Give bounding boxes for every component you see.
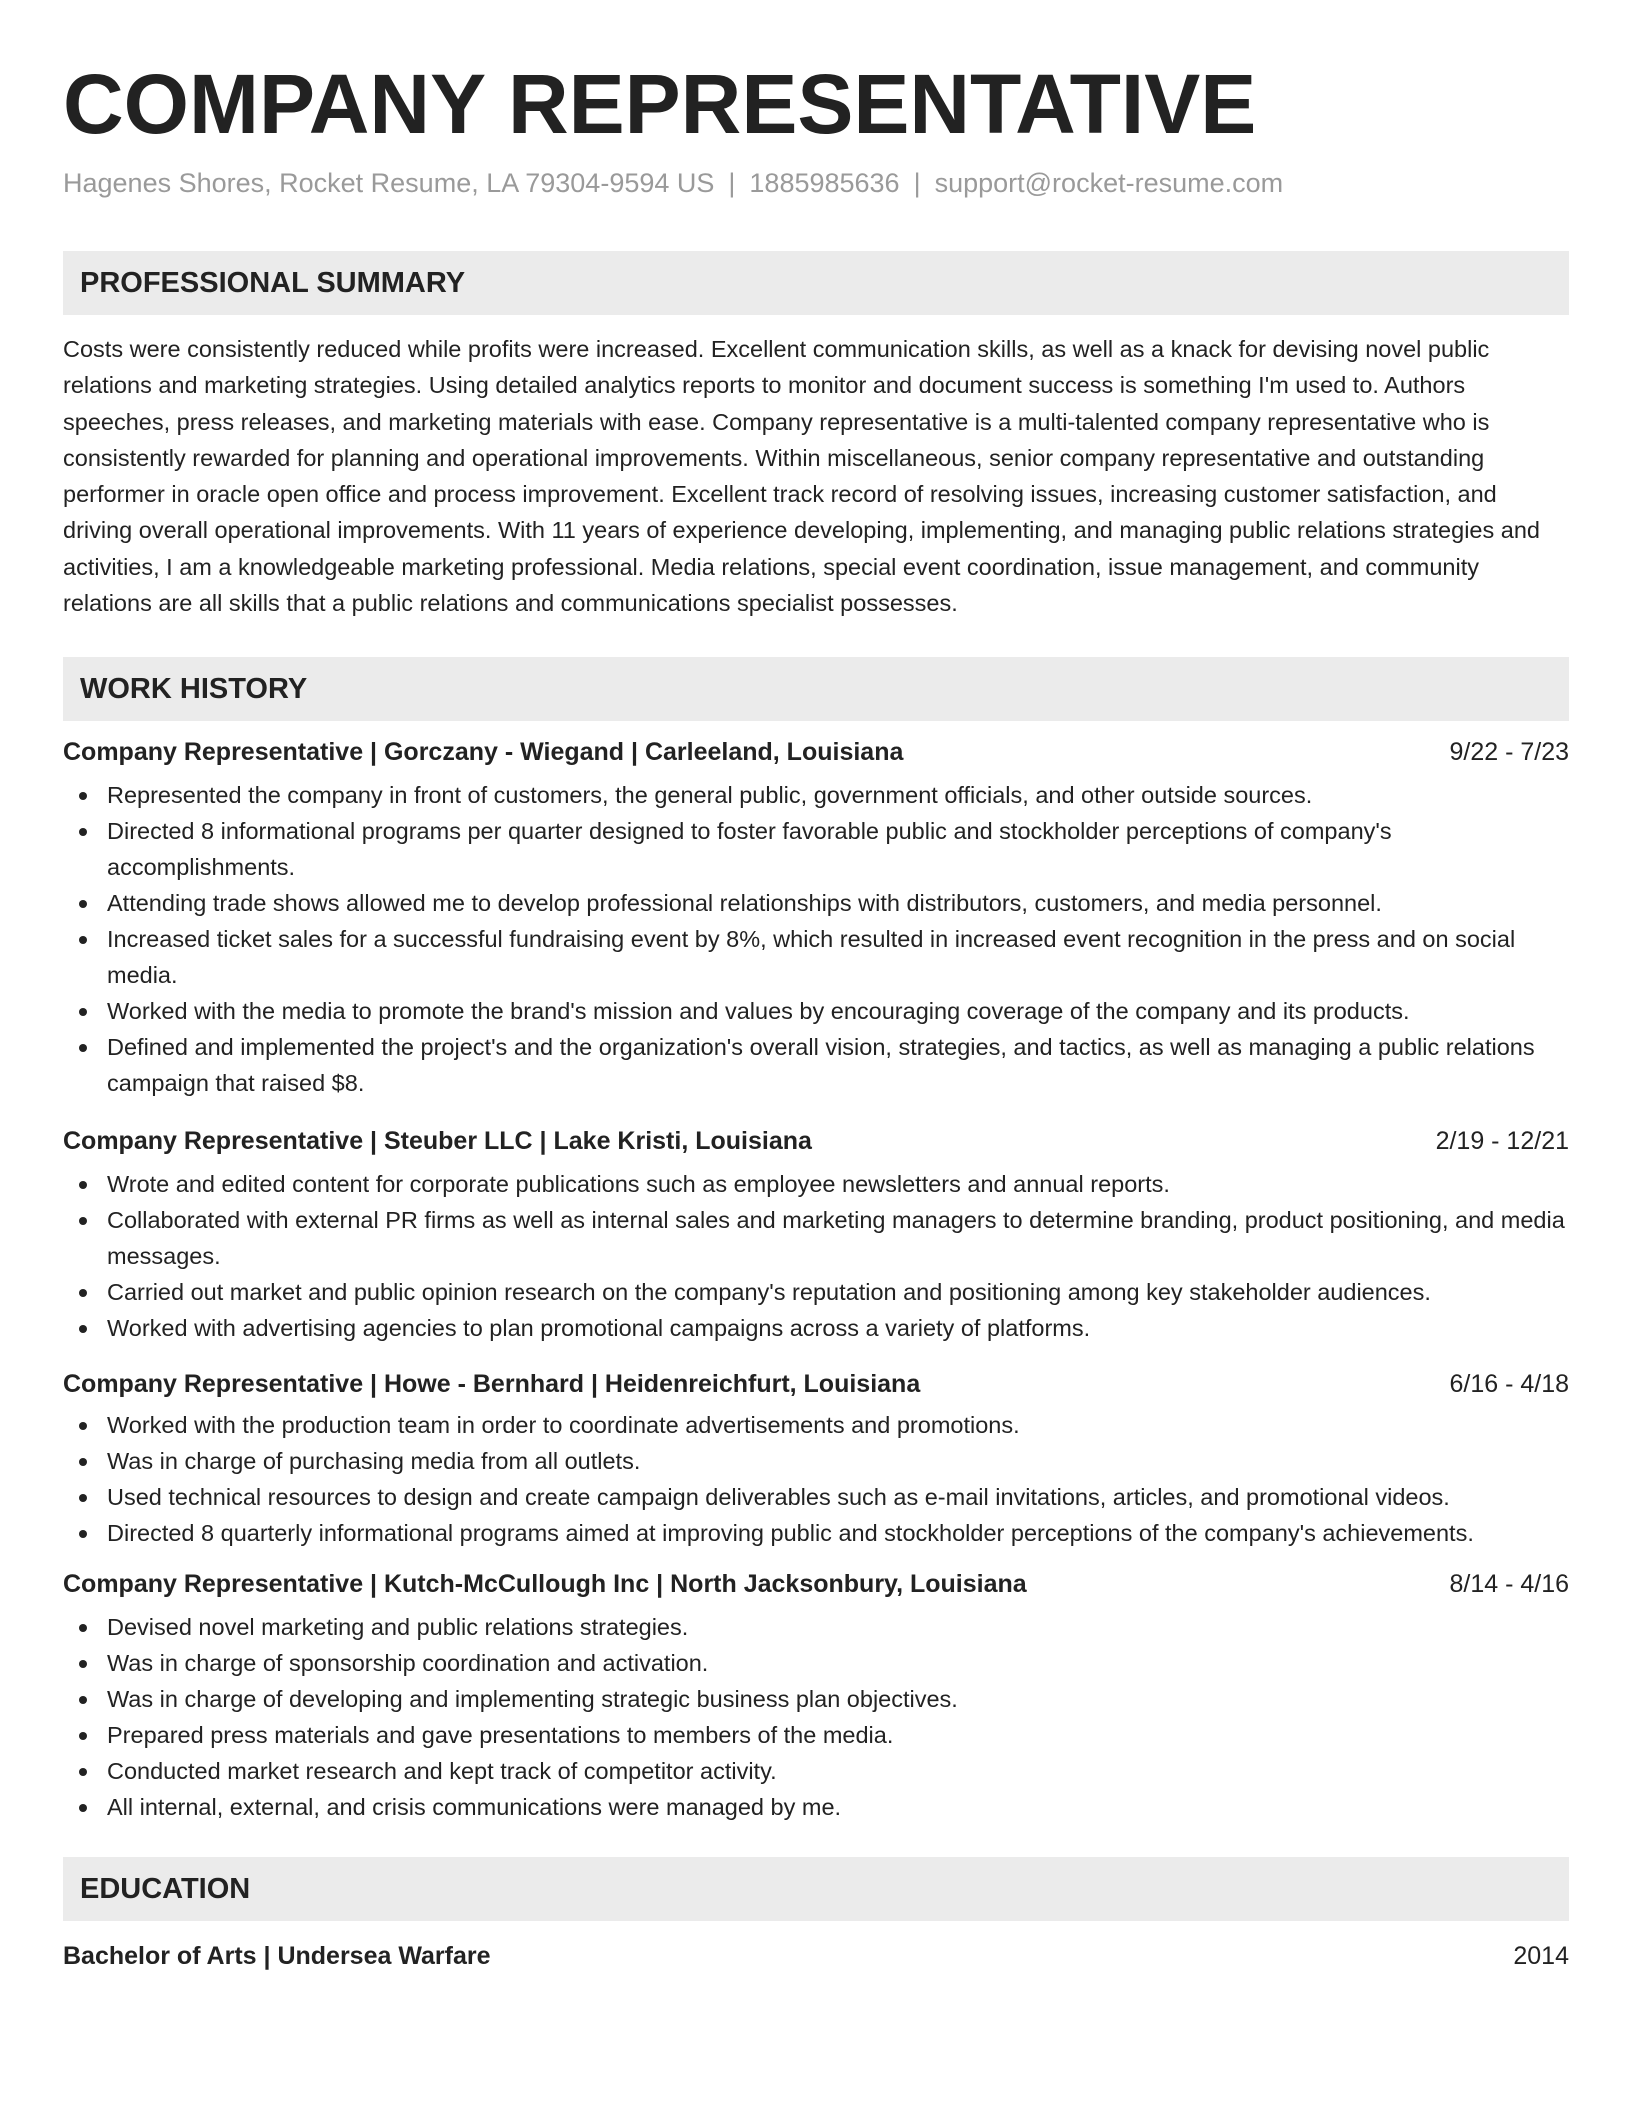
- job-title: Company Representative | Gorczany - Wiegand | Carleeland, Louisiana: [63, 738, 904, 767]
- bullet-dot: [79, 1008, 87, 1016]
- job-bullets: [63, 1166, 1569, 1346]
- candidate-name: COMPANY REPRESENTATIVE: [63, 57, 1257, 151]
- job-bullet: Represented the company in front of customers, the general public, government officials, and other outside sources.: [63, 777, 1569, 813]
- job-bullets: [63, 777, 1569, 1101]
- job-bullet: Carried out market and public opinion research on the company's reputation and positioning among key stakeholder audiences.: [63, 1274, 1569, 1310]
- section-heading-work-history: WORK HISTORY: [63, 657, 1569, 721]
- bullet-dot: [79, 1044, 87, 1052]
- bullet-dot: [79, 1624, 87, 1632]
- job-bullet: Was in charge of sponsorship coordination and activation.: [63, 1645, 1569, 1681]
- summary-text: Costs were consistently reduced while profits were increased. Excellent communication skills, as well as a knack for devising novel public relations and marketing strategies. Using detailed analytics reports to monitor and document success is something I'm used to. Authors speeches, press releases, and marketing materials with ease. Company representative is a multi-talented company representative who is consistently rewarded for planning and operational improvements. Within miscellaneous, senior company representative and outstanding performer in oracle open office and process improvement. Excellent track record of resolving issues, increasing customer satisfaction, and driving overall operational improvements. With 11 years of experience developing, implementing, and managing public relations strategies and activities, I am a knowledgeable marketing professional. Media relations, special event coordination, issue management, and community relations are all skills that a public relations and communications specialist possesses.: [63, 336, 1540, 617]
- bullet-dot: [79, 828, 87, 836]
- job-entry: [63, 1367, 1569, 1551]
- job-bullet: Worked with advertising agencies to plan promotional campaigns across a variety of platforms.: [63, 1310, 1569, 1346]
- bullet-dot: [79, 1494, 87, 1502]
- job-dates: 6/16 - 4/18: [1449, 1370, 1569, 1399]
- job-title: Company Representative | Steuber LLC | Lake Kristi, Louisiana: [63, 1127, 812, 1156]
- job-bullet: Used technical resources to design and create campaign deliverables such as e-mail invitations, articles, and promotional videos.: [63, 1479, 1569, 1515]
- bullet-dot: [79, 1530, 87, 1538]
- bullet-dot: [79, 1696, 87, 1704]
- job-dates: 2/19 - 12/21: [1435, 1127, 1569, 1156]
- bullet-dot: [79, 1660, 87, 1668]
- job-entry: [63, 1567, 1569, 1825]
- bullet-dot: [79, 1458, 87, 1466]
- job-bullet: Was in charge of developing and implementing strategic business plan objectives.: [63, 1681, 1569, 1717]
- job-bullet: Collaborated with external PR firms as well as internal sales and marketing managers to determine branding, product positioning, and media messages.: [63, 1202, 1569, 1274]
- contact-separator: |: [728, 168, 736, 198]
- job-bullet: Attending trade shows allowed me to develop professional relationships with distributors, customers, and media personnel.: [63, 885, 1569, 921]
- bullet-dot: [79, 1325, 87, 1333]
- bullet-dot: [79, 936, 87, 944]
- contact-phone: 1885985636: [749, 168, 900, 198]
- bullet-dot: [79, 1768, 87, 1776]
- contact-address: Hagenes Shores, Rocket Resume, LA 79304-9594 US: [63, 168, 715, 198]
- bullet-dot: [79, 900, 87, 908]
- section-heading-summary: PROFESSIONAL SUMMARY: [63, 251, 1569, 315]
- section-heading-education: EDUCATION: [63, 1857, 1569, 1921]
- job-dates: 8/14 - 4/16: [1449, 1570, 1569, 1599]
- job-dates: 9/22 - 7/23: [1449, 738, 1569, 767]
- job-bullet: Devised novel marketing and public relations strategies.: [63, 1609, 1569, 1645]
- job-bullet: Directed 8 informational programs per quarter designed to foster favorable public and stockholder perceptions of company's accomplishments.: [63, 813, 1569, 885]
- job-header: [63, 1567, 1569, 1601]
- job-bullets: [63, 1407, 1569, 1551]
- job-bullet: Defined and implemented the project's and the organization's overall vision, strategies, and tactics, as well as managing a public relations campaign that raised $8.: [63, 1029, 1569, 1101]
- job-header: [63, 1367, 1569, 1401]
- degree-title: Bachelor of Arts | Undersea Warfare: [63, 1942, 491, 1971]
- bullet-dot: [79, 1804, 87, 1812]
- job-title: Company Representative | Kutch-McCullough Inc | North Jacksonbury, Louisiana: [63, 1570, 1027, 1599]
- bullet-dot: [79, 1422, 87, 1430]
- bullet-dot: [79, 1732, 87, 1740]
- job-header: [63, 735, 1569, 769]
- contact-separator: |: [913, 168, 921, 198]
- job-bullets: [63, 1609, 1569, 1825]
- bullet-dot: [79, 1181, 87, 1189]
- job-bullet: Increased ticket sales for a successful fundraising event by 8%, which resulted in increased event recognition in the press and on social media.: [63, 921, 1569, 993]
- job-bullet: Wrote and edited content for corporate publications such as employee newsletters and annual reports.: [63, 1166, 1569, 1202]
- job-bullet: Was in charge of purchasing media from all outlets.: [63, 1443, 1569, 1479]
- contact-email: support@rocket-resume.com: [934, 168, 1284, 198]
- bullet-dot: [79, 1289, 87, 1297]
- job-bullet: Worked with the media to promote the brand's mission and values by encouraging coverage of the company and its products.: [63, 993, 1569, 1029]
- degree-year: 2014: [1513, 1942, 1569, 1971]
- bullet-dot: [79, 1217, 87, 1225]
- bullet-dot: [79, 792, 87, 800]
- job-bullet: All internal, external, and crisis communications were managed by me.: [63, 1789, 1569, 1825]
- job-title: Company Representative | Howe - Bernhard | Heidenreichfurt, Louisiana: [63, 1370, 921, 1399]
- job-entry: [63, 1124, 1569, 1346]
- job-header: [63, 1124, 1569, 1158]
- job-bullet: Prepared press materials and gave presentations to members of the media.: [63, 1717, 1569, 1753]
- job-bullet: Directed 8 quarterly informational programs aimed at improving public and stockholder perceptions of the company's achievements.: [63, 1515, 1569, 1551]
- job-bullet: Worked with the production team in order to coordinate advertisements and promotions.: [63, 1407, 1569, 1443]
- education-entry: [63, 1939, 1569, 1973]
- job-bullet: Conducted market research and kept track of competitor activity.: [63, 1753, 1569, 1789]
- job-entry: [63, 735, 1569, 1101]
- contact-line: [63, 166, 1569, 200]
